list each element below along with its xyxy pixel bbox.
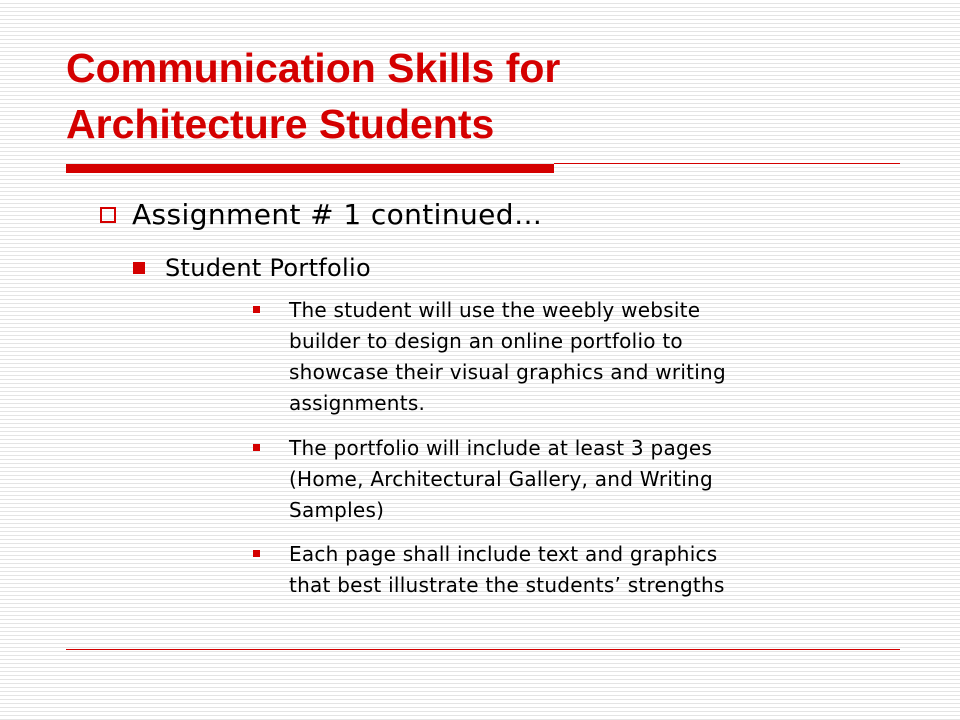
bullet-level3-text: Each page shall include text and graphics that best illustrate the students’ strengths bbox=[289, 542, 725, 597]
bullet-level3-item bbox=[253, 295, 893, 419]
title-underline-bar bbox=[66, 164, 554, 173]
bullet-level2-text: Student Portfolio bbox=[165, 254, 371, 282]
bullet-level3-text: The student will use the weebly website builder to design an online portfolio to showcase their visual graphics and writing assignments. bbox=[289, 298, 726, 415]
bullet-level1-text: Assignment # 1 continued… bbox=[132, 197, 543, 231]
bullet-level1 bbox=[100, 192, 542, 236]
slide-title bbox=[66, 40, 926, 152]
bullet-level3-text: The portfolio will include at least 3 pages (Home, Architectural Gallery, and Writing Samples) bbox=[289, 436, 713, 522]
small-square-bullet-icon bbox=[253, 444, 260, 451]
footer-divider-line bbox=[66, 649, 900, 650]
title-divider-line bbox=[554, 163, 900, 164]
small-square-bullet-icon bbox=[253, 550, 260, 557]
bullet-level2 bbox=[133, 248, 371, 288]
small-square-bullet-icon bbox=[253, 306, 260, 313]
title-line-2: Architecture Students bbox=[66, 101, 495, 147]
title-line-1: Communication Skills for bbox=[66, 45, 561, 91]
bullet-level3-item bbox=[253, 433, 893, 526]
bullet-level3-item bbox=[253, 539, 893, 601]
hollow-square-bullet-icon bbox=[100, 207, 116, 223]
square-bullet-icon bbox=[133, 262, 145, 274]
